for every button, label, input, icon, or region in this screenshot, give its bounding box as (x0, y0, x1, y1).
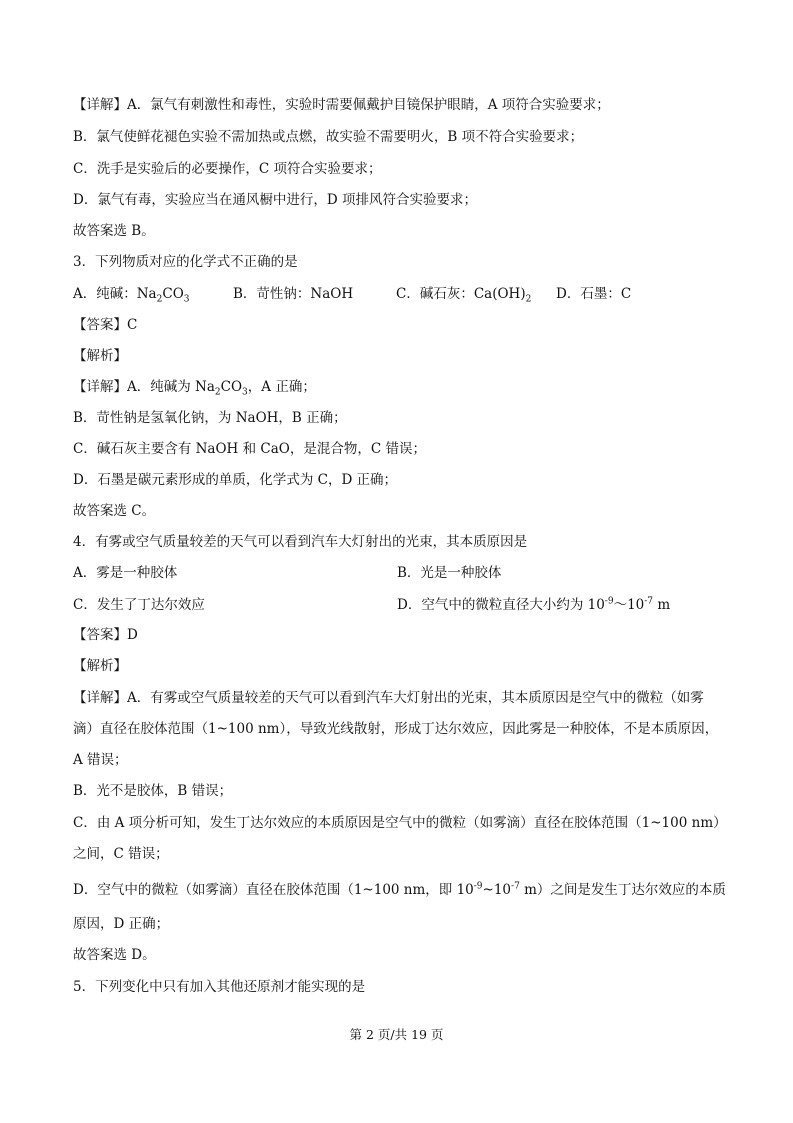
text-line: C．洗手是实验后的必要操作，C 项符合实验要求； (73, 161, 382, 177)
text-line: 之间，C 错误； (73, 846, 169, 862)
text-line: 故答案选 D。 (73, 947, 156, 963)
answer-label: 【答案】D (73, 627, 138, 643)
option-a: A．雾是一种胶体 (73, 565, 178, 581)
analysis-label: 【解析】 (73, 658, 127, 674)
option-d: D．空气中的微粒直径大小约为 $10^{-9}\sim 10^{-7}$ m (397, 596, 671, 613)
text-line: D．石墨是碳元素形成的单质，化学式为 C，D 正确； (73, 472, 398, 488)
text-line: B．苛性钠是氢氧化钠，为 NaOH，B 正确； (73, 410, 347, 426)
text-line: 【详解】A．有雾或空气质量较差的天气可以看到汽车大灯射出的光束，其本质原因是空气中的微粒（如雾 (73, 690, 704, 706)
text-line: 【详解】A．氯气有刺激性和毒性，实验时需要佩戴护目镜保护眼睛，A 项符合实验要求； (73, 97, 610, 113)
question-5: 5．下列变化中只有加入其他还原剂才能实现的是 (73, 979, 366, 995)
text-line: A 错误； (73, 752, 128, 768)
answer-label: 【答案】C (73, 317, 138, 333)
question-4: 4．有雾或空气质量较差的天气可以看到汽车大灯射出的光束，其本质原因是 (73, 534, 528, 550)
option-b: B．光是一种胶体 (397, 565, 502, 581)
analysis-label: 【解析】 (73, 348, 127, 364)
text-line: 滴）直径在胶体范围（1~100 nm），导致光线散射，形成丁达尔效应，因此雾是一种胶体，不是本质原因， (73, 721, 719, 737)
option-b: B．苛性钠：NaOH (233, 286, 354, 302)
option-c: C．碱石灰：$Ca(OH)_2$ (396, 286, 532, 305)
page-footer: 第 2 页/共 19 页 (349, 1027, 444, 1042)
text-line: D．氯气有毒，实验应当在通风橱中进行，D 项排风符合实验要求； (73, 192, 477, 208)
text-line: 故答案选 C。 (73, 503, 156, 519)
text-line: 故答案选 B。 (73, 223, 155, 239)
option-a: A．纯碱：$Na_2CO_3$ (73, 286, 190, 305)
text-line: B．氯气使鲜花褪色实验不需加热或点燃，故实验不需要明火，B 项不符合实验要求； (73, 129, 584, 145)
text-line: D．空气中的微粒（如雾滴）直径在胶体范围（1~100 nm，即 $10^{-9}\sim 10^{-7}$ m）之间是发生丁达尔效应的本质 (73, 881, 726, 898)
question-3: 3．下列物质对应的化学式不正确的是 (73, 254, 298, 270)
text-line: 【详解】A．纯碱为 $Na_2CO_3$，A 正确； (73, 379, 316, 398)
question-3-options (73, 285, 631, 303)
option-d: D．石墨：C (556, 286, 632, 302)
option-c: C．发生了丁达尔效应 (73, 597, 205, 613)
text-line: C．由 A 项分析可知，发生丁达尔效应的本质原因是空气中的微粒（如雾滴）直径在胶体范围（1~100 nm） (73, 815, 727, 831)
text-line: B．光不是胶体，B 错误； (73, 783, 233, 799)
text-line: 原因，D 正确； (73, 916, 170, 932)
text-line: C．碱石灰主要含有 NaOH 和 CaO，是混合物，C 错误； (73, 441, 426, 457)
